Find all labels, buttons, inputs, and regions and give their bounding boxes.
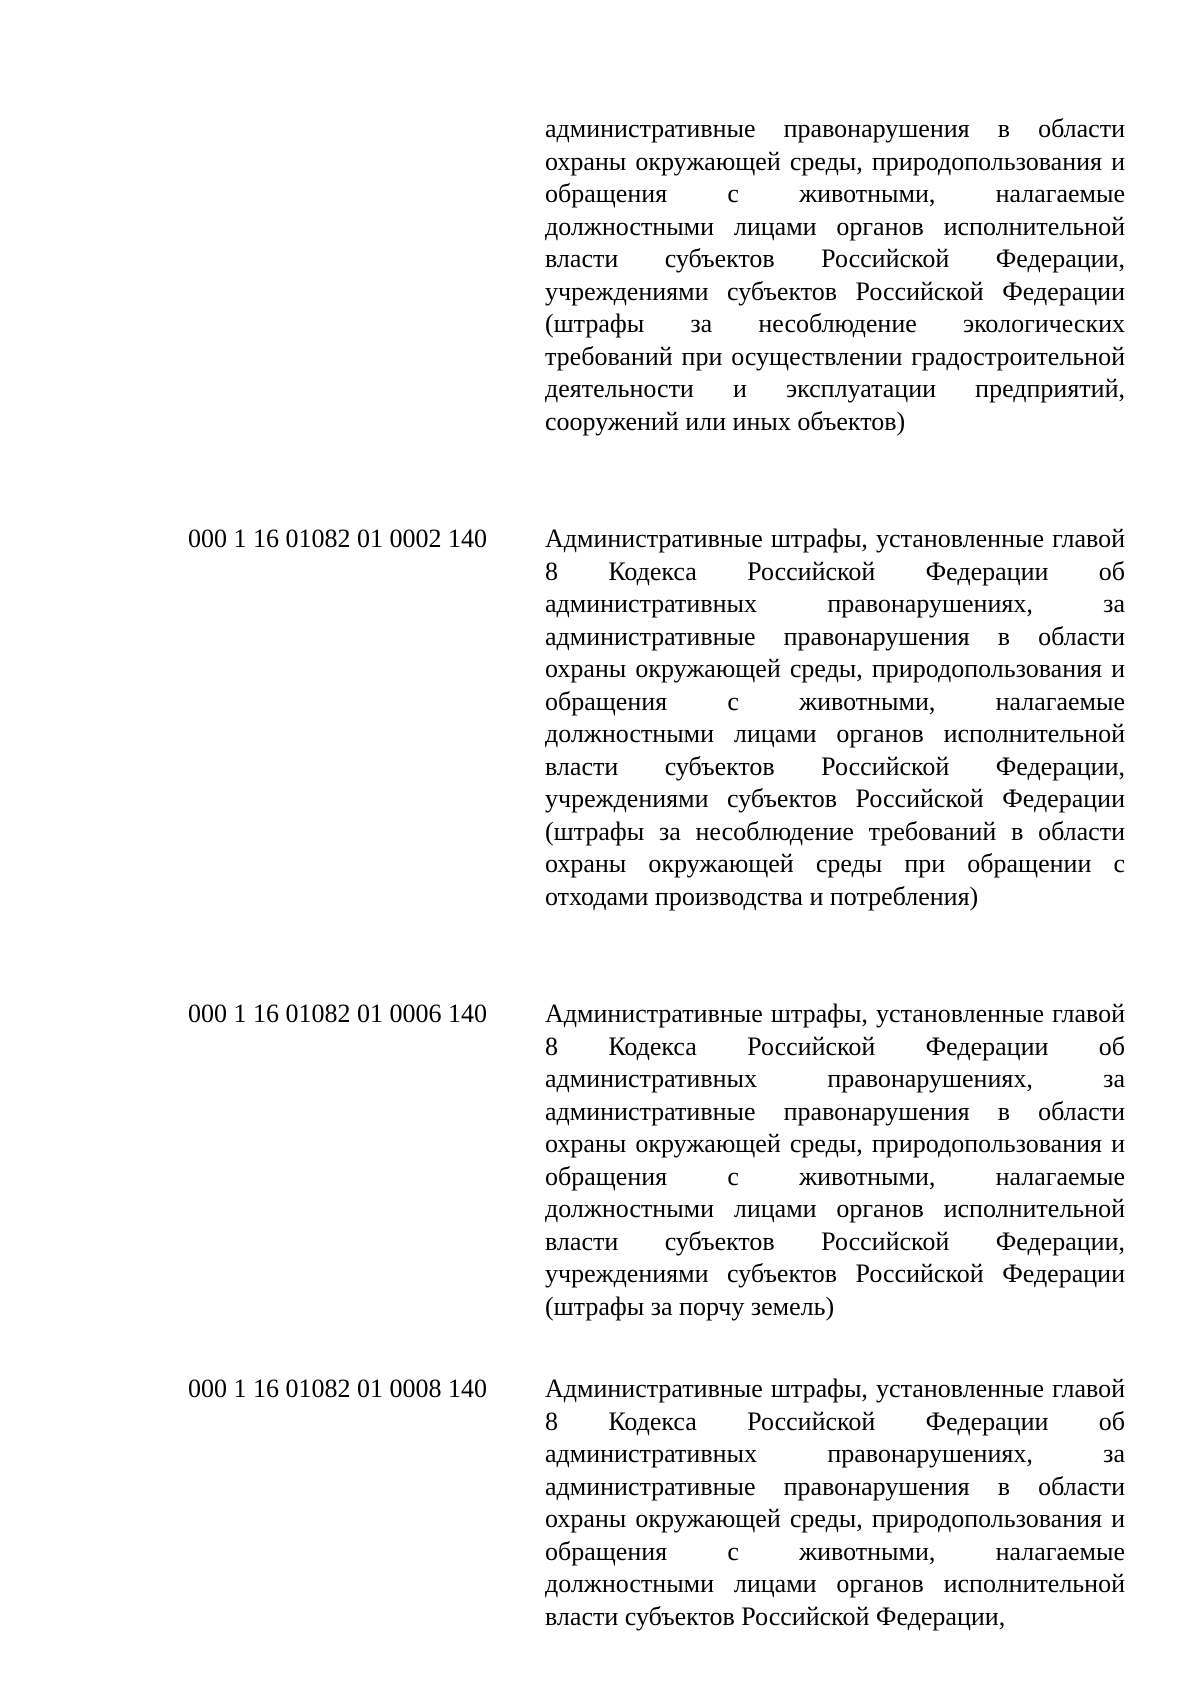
budget-classification-code: 000 1 16 01082 01 0008 140 (188, 1374, 487, 1403)
continued-description: административные правонарушения в области охраны окружающей среды, природопользования и обращения с животными, налагаемые должностными лицами органов исполнительной власти субъектов Российской Федерации, учреждениями субъектов Российской Федерации (штрафы за несоблюдение экологических требований при осуществлении градостроительной деятельности и эксплуатации предприятий, сооружений или иных объектов) (545, 114, 1125, 436)
budget-classification-code: 000 1 16 01082 01 0006 140 (188, 999, 487, 1028)
income-description: Административные штрафы, установленные главой 8 Кодекса Российской Федерации об административных правонарушениях, за административные правонарушения в области охраны окружающей среды, природопользования и обращения с животными, налагаемые должностными лицами органов исполнительной власти субъектов Российской Федерации, учреждениями субъектов Российской Федерации (штрафы за порчу земель) (545, 999, 1125, 1321)
budget-classification-code: 000 1 16 01082 01 0002 140 (188, 524, 487, 553)
income-description: Административные штрафы, установленные главой 8 Кодекса Российской Федерации об административных правонарушениях, за административные правонарушения в области охраны окружающей среды, природопользования и обращения с животными, налагаемые должностными лицами органов исполнительной власти субъектов Российской Федерации, (545, 1374, 1125, 1631)
income-description: Административные штрафы, установленные главой 8 Кодекса Российской Федерации об административных правонарушениях, за административные правонарушения в области охраны окружающей среды, природопользования и обращения с животными, налагаемые должностными лицами органов исполнительной власти субъектов Российской Федерации, учреждениями субъектов Российской Федерации (штрафы за несоблюдение требований в области охраны окружающей среды при обращении с отходами производства и потребления) (545, 524, 1125, 911)
